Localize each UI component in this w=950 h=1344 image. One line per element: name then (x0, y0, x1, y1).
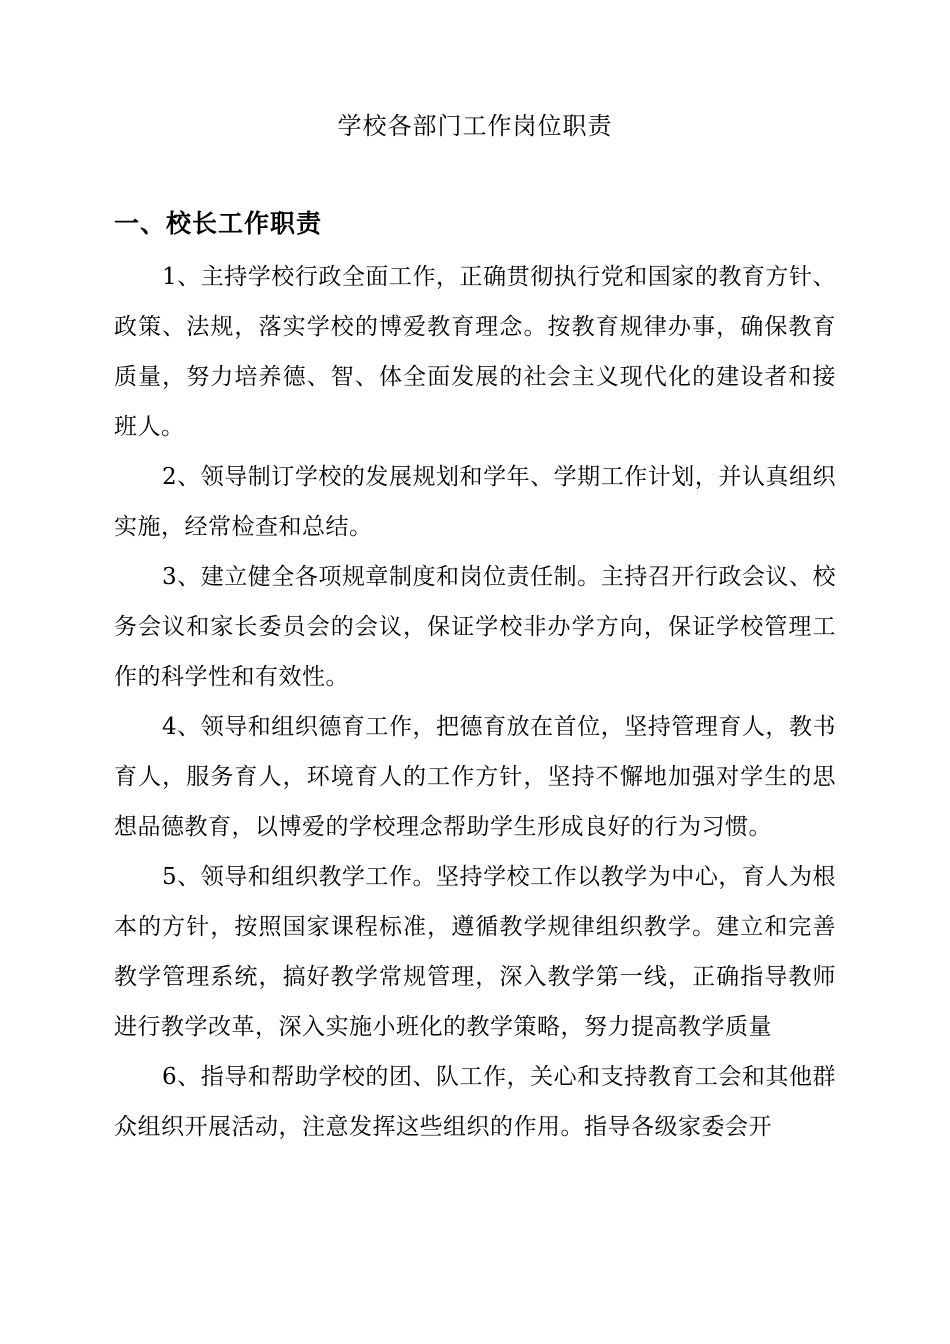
paragraph-4: 4、领导和组织德育工作，把德育放在首位，坚持管理育人，教书育人，服务育人，环境育人的工作方针，坚持不懈地加强对学生的思想品德教育，以博爱的学校理念帮助学生形成良好的行为习惯。 (114, 714, 836, 840)
paragraph-2: 2、领导制订学校的发展规划和学年、学期工作计划，并认真组织实施，经常检查和总结。 (114, 464, 836, 540)
paragraph-5: 5、领导和组织教学工作。坚持学校工作以教学为中心，育人为根本的方针，按照国家课程标准，遵循教学规律组织教学。建立和完善教学管理系统，搞好教学常规管理，深入教学第一线，正确指导教师进行教学改革，深入实施小班化的教学策略，努力提高教学质量 (114, 864, 836, 1040)
paragraph-3: 3、建立健全各项规章制度和岗位责任制。主持召开行政会议、校务会议和家长委员会的会议，保证学校非办学方向，保证学校管理工作的科学性和有效性。 (114, 564, 836, 690)
section-heading: 一、校长工作职责 (114, 209, 323, 238)
document-body (114, 252, 836, 1152)
paragraph-6: 6、指导和帮助学校的团、队工作，关心和支持教育工会和其他群众组织开展活动，注意发挥这些组织的作用。指导各级家委会开 (114, 1064, 836, 1140)
document-title: 学校各部门工作岗位职责 (337, 112, 613, 140)
paragraph-1: 1、主持学校行政全面工作，正确贯彻执行党和国家的教育方针、政策、法规，落实学校的博爱教育理念。按教育规律办事，确保教育质量，努力培养德、智、体全面发展的社会主义现代化的建设者和接班人。 (114, 264, 836, 440)
